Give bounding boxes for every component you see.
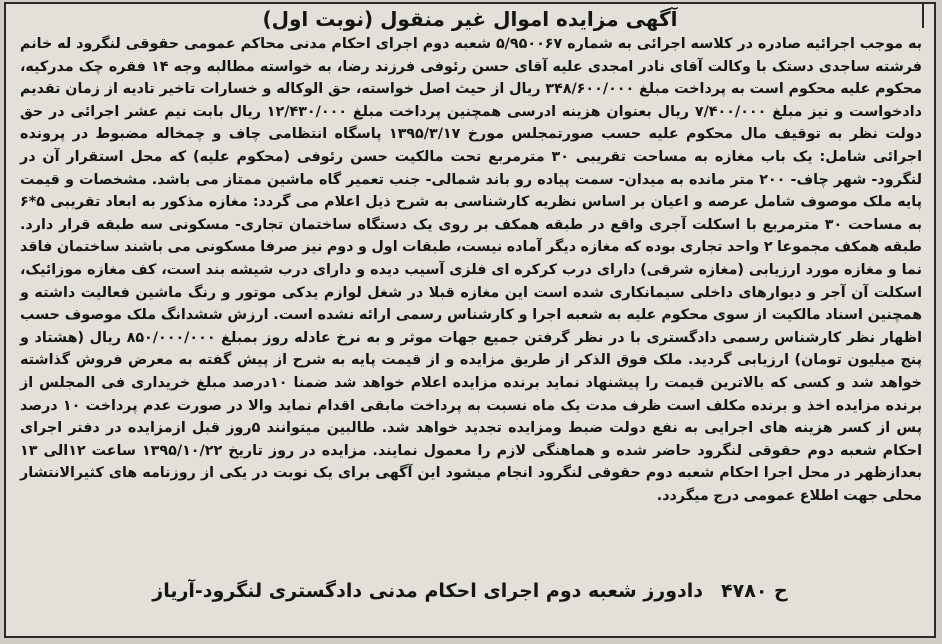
notice-signature: دادورز شعبه دوم اجرای احکام مدنی دادگستری لنگرود-آریاز <box>152 580 704 602</box>
notice-reference: ح ۴۷۸۰ <box>721 580 788 602</box>
border-corner-mark <box>922 4 930 28</box>
notice-clipping <box>4 2 936 638</box>
notice-title: آگهی مزایده اموال غیر منقول (نوبت اول) <box>262 7 678 31</box>
notice-footer <box>6 578 934 604</box>
notice-body: به موجب اجرائیه صادره در کلاسه اجرائی به شماره ۵/۹۵۰۰۶۷ شعبه دوم اجرای احکام مدنی محاکم عمومی حقوقی لنگرود له خانم فرشته ساجدی دستک با وکالت آقای نادر امجدی علیه آقای حسن رئوفی فرزند رضا، به خواسته مطالبه وجه ۱۴ فقره چک مدرکیه، محکوم علیه محکوم است به پرداخت مبلغ ۳۴۸/۶۰۰/۰۰۰ ریال از حیث اصل خواسته، حق الوکاله و خسارات تاخیر تادیه از زمان تقدیم دادخواست و نیز مبلغ ۷/۴۰۰/۰۰۰ ریال بعنوان هزینه ادرسی همچنین پرداخت مبلغ ۱۲/۴۳۰/۰۰۰ ریال بابت نیم عشر اجرائی در حق دولت نظر به توقیف مال محکوم علیه حسب صورتمجلس مورخ ۱۳۹۵/۳/۱۷ پاسگاه انتظامی چاف و چمخاله مضبوط در پرونده اجرائی شامل: یک باب مغازه به مساحت تقریبی ۳۰ مترمربع تحت مالکیت حسن رئوفی (محکوم علیه) که محل استقرار آن در لنگرود- شهر چاف- ۲۰۰ متر مانده به میدان- سمت پیاده رو باند شمالی- جنب تعمیر گاه ماشین ممتاز می باشد. مشخصات و قیمت پایه ملک موصوف شامل عرصه و اعیان بر اساس نظریه کارشناسی به شرح ذیل اعلام می گردد: مغازه مذکور به ابعاد تقریبی ۵*۶ به مساحت ۳۰ مترمربع با اسکلت آجری واقع در طبقه همکف بر روی یک دستگاه ساختمان تجاری- مسکونی سه طبقه قرار دارد. طبقه همکف مجموعا ۲ واحد تجاری بوده که مغازه دیگر آماده نیست، طبقات اول و دوم نیز صرفا مسکونی می باشند ساختمان فاقد نما و مغازه مورد ارزیابی (مغازه شرقی) دارای درب کرکره ای فلزی آسیب دیده و دارای درب شیشه بند است، کف مغازه موزائیک، اسکلت آن آجر و دیوارهای داخلی سیمانکاری شده است این مغازه قبلا در شغل لوازم یدکی موتور و رنگ ماشین فعالیت داشته و همچنین اسناد مالکیت از سوی محکوم علیه به شعبه اجرا و کارشناس رسمی ارائه نشده است. ارزش ششدانگ ملک موصوف حسب اظهار نظر کارشناس رسمی دادگستری با در نظر گرفتن جمیع جهات موثر و به نرخ عادله روز بمبلغ ۸۵۰/۰۰۰/۰۰۰ ریال (هشتاد و پنج میلیون تومان) ارزیابی گردید. ملک فوق الذکر از طریق مزایده و از قیمت پایه به شرح از پیش گفته به معرض فروش گذاشته خواهد شد و کسی که بالاترین قیمت را پیشنهاد نماید برنده مزایده اعلام خواهد شد ضمنا ۱۰درصد مبلغ خریداری فی المجلس از برنده مزایده اخذ و برنده مکلف است ظرف مدت یک ماه نسبت به پرداخت مابقی اقدام نماید والا در صورت عدم پرداخت ۱۰ درصد پس از کسر هزینه های اجرایی به نفع دولت ضبط ومزایده تجدید خواهد شد. طالبین میتوانند ۵روز قبل ازمزایده در دفتر اجرای احکام شعبه دوم حقوقی لنگرود حاضر شده و هماهنگی لازم را معمول نمایند. مزایده در روز تاریخ ۱۳۹۵/۱۰/۲۲ ساعت ۱۲الی ۱۳ بعدازظهر در محل اجرا احکام شعبه دوم حقوقی لنگرود انجام میشود این آگهی برای یک نوبت در یکی از روزنامه های کثیرالانتشار محلی جهت اطلاع عمومی درج میگردد. <box>20 36 923 504</box>
